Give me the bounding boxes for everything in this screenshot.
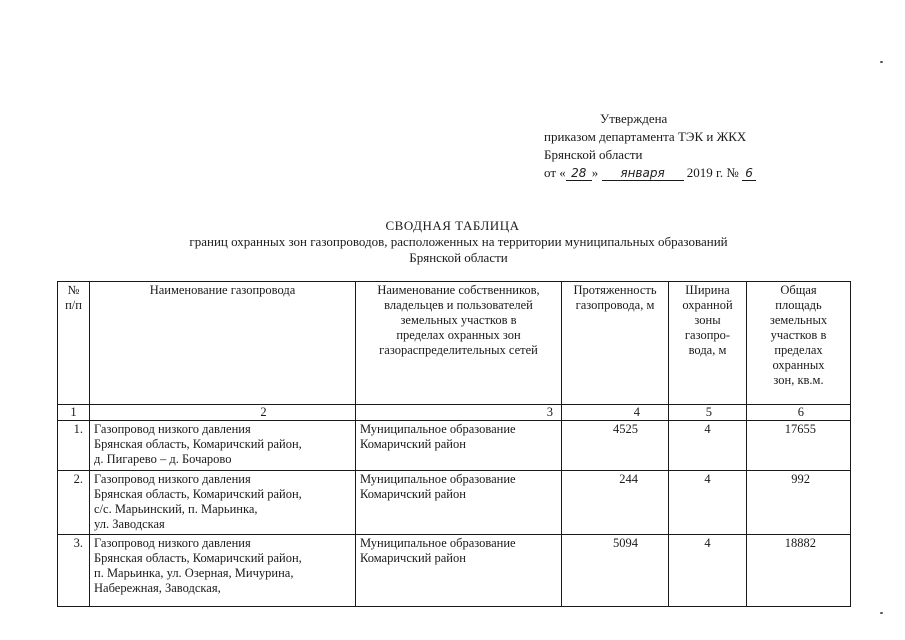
date-mid: » [591, 165, 599, 180]
cell-text-line: Набережная, Заводская, [94, 581, 221, 595]
zone-width-cell: 4 [669, 421, 747, 471]
cell-text-line: Наименование газопровода [149, 283, 296, 297]
table-row [58, 471, 851, 535]
cell-text-line: Общая [780, 283, 817, 297]
cell-text-line: земельных [769, 313, 828, 327]
column-number-row [58, 405, 851, 421]
cell-text-line: п. Марьинка, ул. Озерная, Мичурина, [94, 566, 294, 580]
header-index [58, 282, 90, 405]
area-cell: 18882 [747, 535, 851, 607]
owner-cell [356, 535, 562, 607]
area-cell: 17655 [747, 421, 851, 471]
pipeline-name-cell [90, 535, 356, 607]
column-number: 2 [90, 405, 356, 421]
cell-text-line: охранной [682, 298, 733, 312]
cell-text-line: участков в [770, 328, 827, 342]
cell-text-line: Комаричский район [360, 437, 466, 451]
cell-text-line: Брянская область, Комаричский район, [94, 437, 302, 451]
cell-text-line: д. Пигарево – д. Бочарово [94, 452, 232, 466]
cell-text-line: Брянская область, Комаричский район, [94, 487, 302, 501]
owner-cell [356, 471, 562, 535]
cell-text-line: владельцев и пользователей [384, 298, 533, 312]
area-cell: 992 [747, 471, 851, 535]
column-number: 6 [747, 405, 851, 421]
cell-text-line: вода, м [688, 343, 727, 357]
cell-text-line: газопро- [684, 328, 731, 342]
owner-cell [356, 421, 562, 471]
cell-text-line: п/п [65, 298, 82, 312]
cell-text-line: газораспределительных сетей [379, 343, 538, 357]
date-line [544, 164, 756, 182]
header-total-area [747, 282, 851, 405]
table-row [58, 535, 851, 607]
date-day: 28 [566, 166, 592, 181]
date-prefix: от « [544, 165, 566, 180]
row-index: 3. [58, 535, 90, 607]
header-length [562, 282, 669, 405]
header-owners [356, 282, 562, 405]
cell-text-line: зоны [694, 313, 721, 327]
header-row [58, 282, 851, 405]
date-month: января [602, 166, 684, 181]
order-line: приказом департамента ТЭК и ЖКХ [544, 129, 747, 144]
column-number: 1 [58, 405, 90, 421]
cell-text-line: газопровода, м [575, 298, 655, 312]
column-number: 5 [669, 405, 747, 421]
cell-text-line: охранных [772, 358, 825, 372]
document-title: СВОДНАЯ ТАБЛИЦА [385, 218, 520, 233]
cell-text-line: Муниципальное образование [360, 422, 516, 436]
column-number: 4 [562, 405, 669, 421]
cell-text-line: с/с. Марьинский, п. Марьинка, [94, 502, 258, 516]
document-subtitle: границ охранных зон газопроводов, расположенных на территории муниципальных образований [189, 234, 728, 249]
cell-text-line: Брянская область, Комаричский район, [94, 551, 302, 565]
cell-text-line: Наименование собственников, [377, 283, 540, 297]
approval-block [544, 110, 756, 182]
column-number: 3 [356, 405, 562, 421]
cell-text-line: Комаричский район [360, 487, 466, 501]
cell-text-line: пределах [774, 343, 823, 357]
zone-width-cell: 4 [669, 471, 747, 535]
scan-speck [880, 612, 883, 614]
table-row [58, 421, 851, 471]
document-title-block [0, 218, 905, 266]
cell-text-line: площадь [775, 298, 822, 312]
header-pipeline-name [90, 282, 356, 405]
order-number: 6 [742, 166, 756, 181]
length-cell: 244 [562, 471, 669, 535]
cell-text-line: Ширина [685, 283, 730, 297]
cell-text-line: Муниципальное образование [360, 536, 516, 550]
cell-text-line: ул. Заводская [94, 517, 165, 531]
zone-width-cell: 4 [669, 535, 747, 607]
row-index: 2. [58, 471, 90, 535]
cell-text-line: Газопровод низкого давления [94, 536, 251, 550]
length-cell: 5094 [562, 535, 669, 607]
document-subtitle-region: Брянской области [409, 250, 508, 265]
scan-speck [880, 61, 883, 63]
length-cell: 4525 [562, 421, 669, 471]
cell-text-line: Протяженность [573, 283, 657, 297]
cell-text-line: Газопровод низкого давления [94, 472, 251, 486]
cell-text-line: пределах охранных зон [396, 328, 521, 342]
cell-text-line: зон, кв.м. [773, 373, 824, 387]
pipeline-name-cell [90, 471, 356, 535]
header-zone-width [669, 282, 747, 405]
cell-text-line: Газопровод низкого давления [94, 422, 251, 436]
cell-text-line: № [67, 283, 80, 297]
row-index: 1. [58, 421, 90, 471]
region-line: Брянской области [544, 147, 643, 162]
cell-text-line: земельных участков в [400, 313, 517, 327]
approved-heading: Утверждена [600, 111, 668, 126]
pipeline-name-cell [90, 421, 356, 471]
date-year: 2019 г. [686, 165, 724, 180]
cell-text-line: Комаричский район [360, 551, 466, 565]
summary-table [57, 281, 851, 607]
cell-text-line: Муниципальное образование [360, 472, 516, 486]
number-sign: № [726, 165, 739, 180]
